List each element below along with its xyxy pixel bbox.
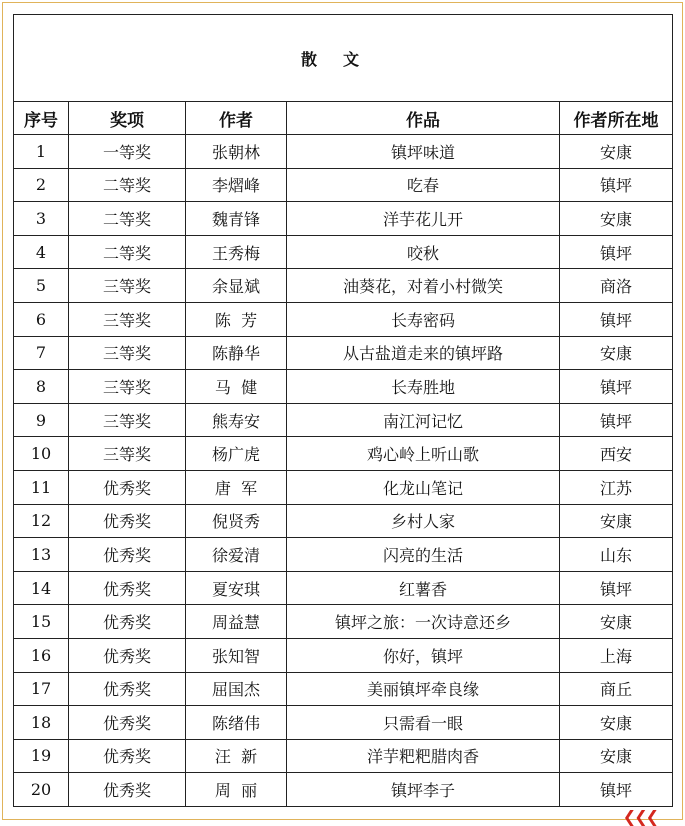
cell-award: 三等奖 (69, 437, 186, 471)
cell-location: 安康 (560, 504, 673, 538)
cell-author: 张知智 (186, 638, 287, 672)
cell-author: 陈绪伟 (186, 706, 287, 740)
cell-no: 11 (14, 470, 69, 504)
cell-work: 从古盐道走来的镇坪路 (287, 336, 560, 370)
cell-author: 周 丽 (186, 773, 287, 807)
cell-author: 唐 军 (186, 470, 287, 504)
header-work: 作品 (287, 102, 560, 135)
header-award: 奖项 (69, 102, 186, 135)
cell-award: 二等奖 (69, 202, 186, 236)
cell-award: 优秀奖 (69, 470, 186, 504)
table-row (14, 538, 673, 572)
cell-work: 美丽镇坪牵良缘 (287, 672, 560, 706)
cell-location: 镇坪 (560, 370, 673, 404)
table-row (14, 168, 673, 202)
cell-award: 优秀奖 (69, 605, 186, 639)
table-row (14, 202, 673, 236)
cell-author: 陈 芳 (186, 302, 287, 336)
cell-location: 西安 (560, 437, 673, 471)
cell-location: 商洛 (560, 269, 673, 303)
cell-location: 镇坪 (560, 235, 673, 269)
cell-award: 优秀奖 (69, 571, 186, 605)
cell-work: 洋芋粑粑腊肉香 (287, 739, 560, 773)
cell-no: 10 (14, 437, 69, 471)
cell-author: 周益慧 (186, 605, 287, 639)
cell-location: 安康 (560, 739, 673, 773)
cell-work: 吃春 (287, 168, 560, 202)
cell-location: 上海 (560, 638, 673, 672)
cell-award: 优秀奖 (69, 773, 186, 807)
cell-work: 咬秋 (287, 235, 560, 269)
cell-no: 6 (14, 302, 69, 336)
cell-author: 屈国杰 (186, 672, 287, 706)
cell-author: 倪贤秀 (186, 504, 287, 538)
cell-no: 5 (14, 269, 69, 303)
cell-work: 镇坪之旅：一次诗意还乡 (287, 605, 560, 639)
cell-work: 洋芋花儿开 (287, 202, 560, 236)
cell-award: 优秀奖 (69, 706, 186, 740)
cell-no: 3 (14, 202, 69, 236)
cell-author: 余显斌 (186, 269, 287, 303)
cell-no: 4 (14, 235, 69, 269)
cell-no: 12 (14, 504, 69, 538)
cell-work: 鸡心岭上听山歌 (287, 437, 560, 471)
table-body (14, 135, 673, 807)
cell-location: 安康 (560, 135, 673, 169)
cell-work: 只需看一眼 (287, 706, 560, 740)
cell-no: 2 (14, 168, 69, 202)
cell-author: 张朝林 (186, 135, 287, 169)
cell-award: 三等奖 (69, 336, 186, 370)
cell-no: 18 (14, 706, 69, 740)
cell-work: 镇坪李子 (287, 773, 560, 807)
table-row (14, 336, 673, 370)
header-author: 作者 (186, 102, 287, 135)
table-row (14, 571, 673, 605)
cell-work: 化龙山笔记 (287, 470, 560, 504)
cell-no: 20 (14, 773, 69, 807)
table-row (14, 437, 673, 471)
cell-location: 安康 (560, 202, 673, 236)
table-row (14, 739, 673, 773)
cell-author: 杨广虎 (186, 437, 287, 471)
table-row (14, 370, 673, 404)
cell-author: 李熠峰 (186, 168, 287, 202)
table-title: 散文 (14, 15, 673, 102)
award-table (13, 14, 673, 807)
cell-work: 你好，镇坪 (287, 638, 560, 672)
cell-work: 闪亮的生活 (287, 538, 560, 572)
cell-no: 9 (14, 403, 69, 437)
table-row (14, 235, 673, 269)
cell-location: 镇坪 (560, 773, 673, 807)
cell-work: 长寿密码 (287, 302, 560, 336)
cell-location: 镇坪 (560, 403, 673, 437)
cell-award: 二等奖 (69, 235, 186, 269)
cell-no: 8 (14, 370, 69, 404)
cell-no: 7 (14, 336, 69, 370)
table-row (14, 773, 673, 807)
header-location: 作者所在地 (560, 102, 673, 135)
cell-author: 徐爱清 (186, 538, 287, 572)
cell-location: 镇坪 (560, 571, 673, 605)
cell-author: 陈静华 (186, 336, 287, 370)
table-row (14, 638, 673, 672)
table-row (14, 706, 673, 740)
cell-work: 油葵花，对着小村微笑 (287, 269, 560, 303)
table-row (14, 302, 673, 336)
cell-work: 长寿胜地 (287, 370, 560, 404)
cell-author: 王秀梅 (186, 235, 287, 269)
cell-award: 优秀奖 (69, 638, 186, 672)
cell-work: 乡村人家 (287, 504, 560, 538)
cell-work: 镇坪味道 (287, 135, 560, 169)
cell-no: 1 (14, 135, 69, 169)
cell-location: 安康 (560, 605, 673, 639)
cell-award: 三等奖 (69, 370, 186, 404)
cell-no: 17 (14, 672, 69, 706)
table-row (14, 504, 673, 538)
cell-work: 南江河记忆 (287, 403, 560, 437)
cell-award: 优秀奖 (69, 672, 186, 706)
cell-location: 安康 (560, 706, 673, 740)
cell-award: 三等奖 (69, 269, 186, 303)
cell-location: 江苏 (560, 470, 673, 504)
cell-author: 熊寿安 (186, 403, 287, 437)
cell-award: 一等奖 (69, 135, 186, 169)
table-row (14, 470, 673, 504)
cell-location: 山东 (560, 538, 673, 572)
cell-work: 红薯香 (287, 571, 560, 605)
cell-award: 三等奖 (69, 302, 186, 336)
cell-no: 16 (14, 638, 69, 672)
cell-award: 优秀奖 (69, 739, 186, 773)
cell-award: 三等奖 (69, 403, 186, 437)
cell-author: 魏青锋 (186, 202, 287, 236)
table-row (14, 135, 673, 169)
cell-location: 镇坪 (560, 168, 673, 202)
cell-no: 14 (14, 571, 69, 605)
header-no: 序号 (14, 102, 69, 135)
table-row (14, 403, 673, 437)
triple-chevron-left-icon[interactable]: ❮❮❮ (622, 807, 657, 826)
table-row (14, 672, 673, 706)
table-row (14, 605, 673, 639)
table-row (14, 269, 673, 303)
cell-no: 15 (14, 605, 69, 639)
cell-author: 夏安琪 (186, 571, 287, 605)
cell-author: 马 健 (186, 370, 287, 404)
cell-award: 优秀奖 (69, 538, 186, 572)
header-row (14, 102, 673, 135)
cell-location: 镇坪 (560, 302, 673, 336)
cell-location: 商丘 (560, 672, 673, 706)
cell-no: 13 (14, 538, 69, 572)
cell-location: 安康 (560, 336, 673, 370)
cell-award: 优秀奖 (69, 504, 186, 538)
cell-award: 二等奖 (69, 168, 186, 202)
cell-author: 汪 新 (186, 739, 287, 773)
cell-no: 19 (14, 739, 69, 773)
